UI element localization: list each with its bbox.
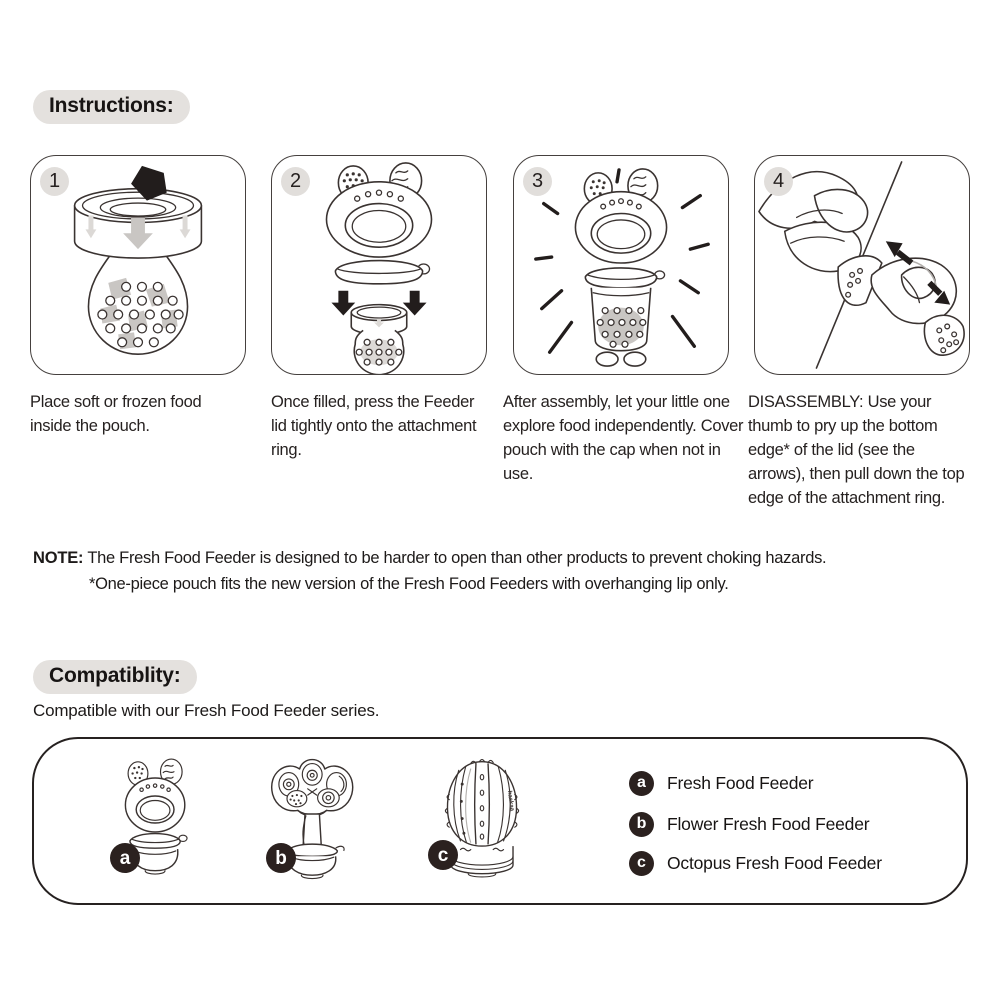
badge-letter: a <box>119 847 131 869</box>
step4-caption: DISASSEMBLY: Use your thumb to pry up the bottom edge* of the lid (see the arrows), then pull down the top edge of the attachment ring. <box>748 393 965 507</box>
note-label: NOTE: <box>33 549 84 567</box>
legend-item-fresh-food-feeder <box>629 770 813 796</box>
legend-badge-a <box>629 771 654 796</box>
fresh-food-feeder-illustration <box>102 753 210 893</box>
step-number: 2 <box>281 167 310 196</box>
note-line-2: *One-piece pouch fits the new version of the Fresh Food Feeders with overhanging lip only. <box>89 574 729 593</box>
step-panel-4 <box>754 155 970 375</box>
step-number: 1 <box>40 167 69 196</box>
haakaa-brand-text: haakaa <box>505 790 515 812</box>
step-number: 3 <box>523 167 552 196</box>
product-badge-c <box>428 840 458 870</box>
step-panel-1 <box>30 155 246 375</box>
instructions-title: Instructions: <box>33 90 190 124</box>
step2-caption: Once filled, press the Feeder lid tightly onto the attachment ring. <box>271 393 477 459</box>
product-badge-b <box>266 843 296 873</box>
badge-letter: a <box>637 774 646 791</box>
legend-label: Fresh Food Feeder <box>667 772 814 793</box>
legend-label: Octopus Fresh Food Feeder <box>667 852 882 873</box>
legend-label: Flower Fresh Food Feeder <box>667 813 870 834</box>
product-badge-a <box>110 843 140 873</box>
note-line-1 <box>33 546 963 572</box>
compatibility-box <box>32 737 968 905</box>
octopus-fresh-food-feeder-illustration <box>426 749 538 895</box>
step-panel-3 <box>513 155 729 375</box>
legend-item-octopus-fresh-food-feeder <box>629 850 882 876</box>
badge-letter: c <box>437 844 449 866</box>
step1-caption: Place soft or frozen food inside the pouch. <box>30 393 202 435</box>
legend-item-flower-fresh-food-feeder <box>629 811 869 837</box>
note-block <box>33 546 963 597</box>
compatibility-subtitle: Compatible with our Fresh Food Feeder series. <box>33 701 380 720</box>
note-text-1: The Fresh Food Feeder is designed to be harder to open than other products to prevent choking hazards. <box>87 549 827 567</box>
step-panel-2 <box>271 155 487 375</box>
badge-letter: b <box>275 847 287 869</box>
step-number: 4 <box>764 167 793 196</box>
step3-caption: After assembly, let your little one explore food independently. Cover pouch with the cap when not in use. <box>503 393 744 483</box>
badge-letter: c <box>637 854 646 871</box>
legend-badge-b <box>629 812 654 837</box>
badge-letter: b <box>636 815 647 832</box>
compatibility-title: Compatiblity: <box>33 660 197 694</box>
legend-badge-c <box>629 851 654 876</box>
